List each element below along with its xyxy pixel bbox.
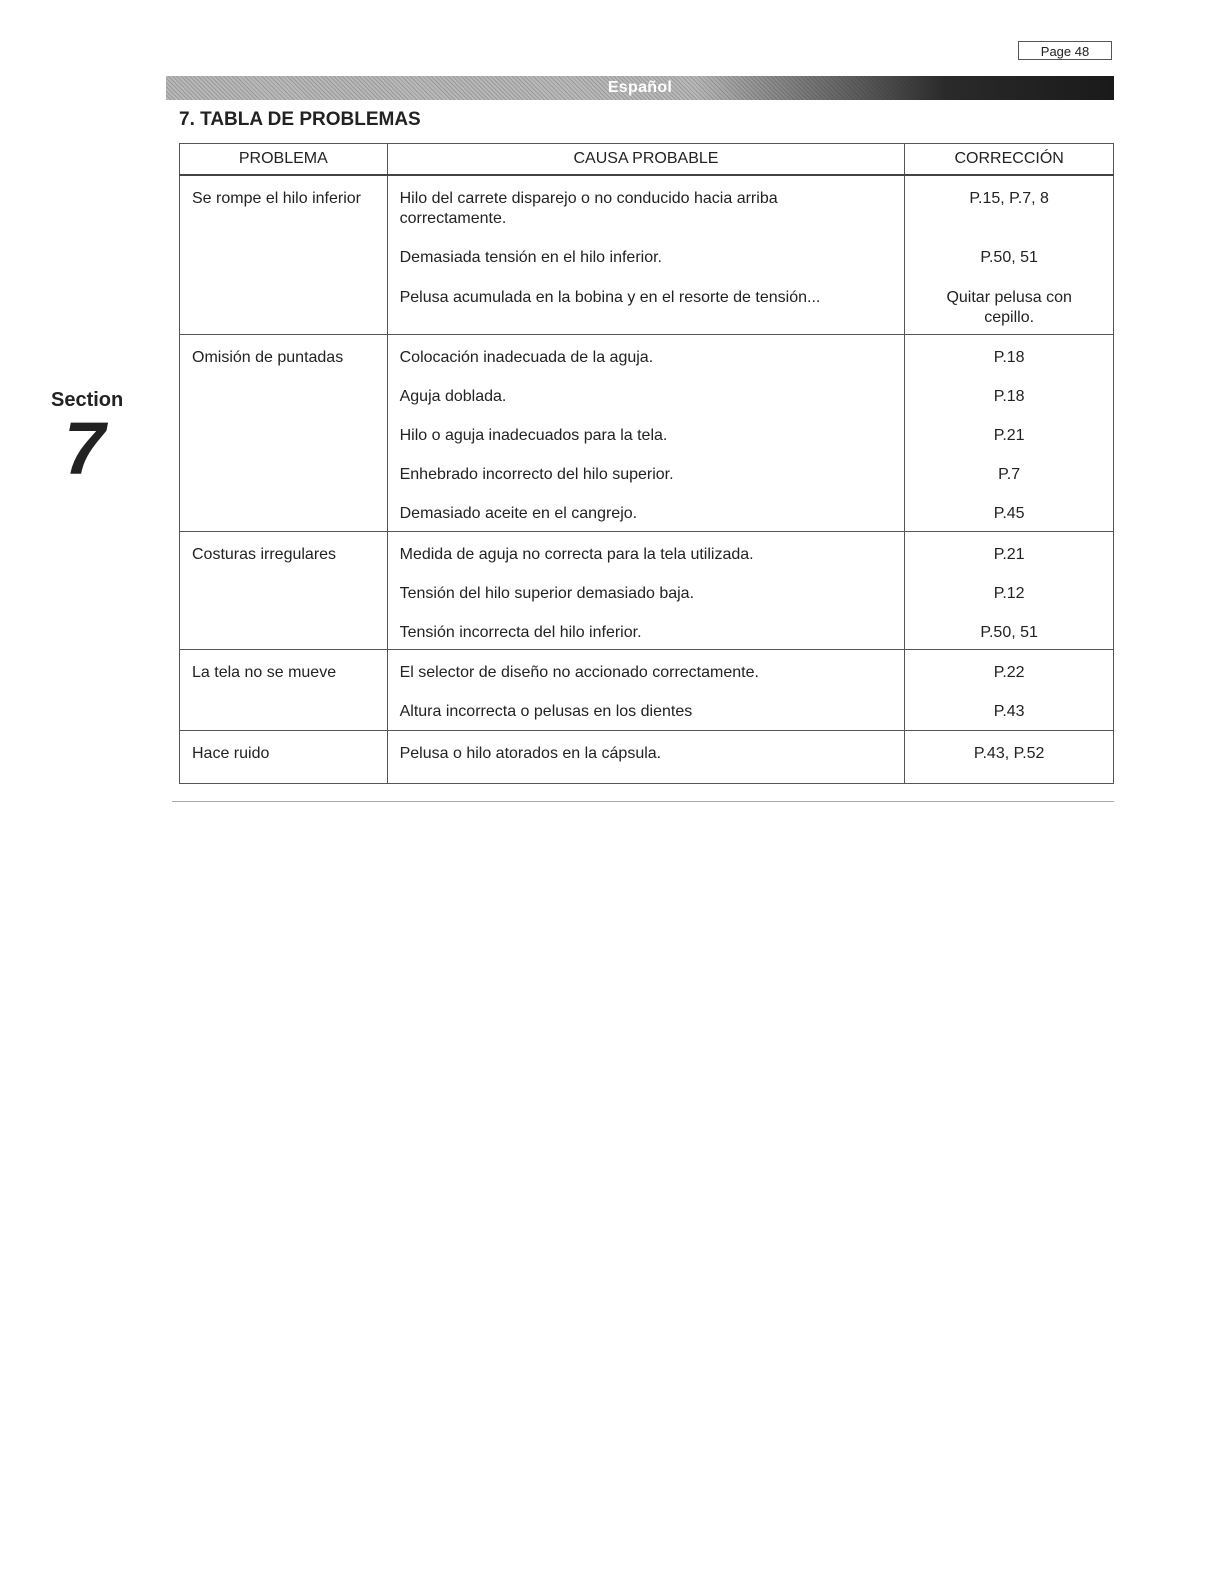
cause-cell (387, 610, 905, 650)
cause-text: Altura incorrecta o pelusas en los dientes (399, 703, 693, 720)
fix-cell (905, 571, 1114, 610)
cause-cell (387, 235, 905, 275)
problem-cell (180, 730, 388, 783)
cause-cell (387, 650, 905, 690)
fix-text: P.18 (993, 349, 1025, 366)
problem-label: Costuras irregulares (192, 545, 337, 563)
problem-group (180, 531, 1114, 650)
section-tab-number: 7 (64, 407, 106, 490)
fix-text: P.21 (993, 427, 1025, 444)
problem-label: Omisión de puntadas (192, 349, 344, 366)
header-problem: PROBLEMA (180, 144, 388, 176)
cause-cell (387, 335, 905, 375)
cause-cell (387, 531, 905, 571)
cause-cell (387, 730, 905, 783)
fix-text: Quitar pelusa con (946, 289, 1072, 306)
cause-text: Hilo o aguja inadecuados para la tela. (399, 427, 668, 444)
cause-text: El selector de diseño no accionado correctamente. (399, 664, 759, 681)
fix-text: P.43, P.52 (973, 744, 1045, 762)
cause-text: Aguja doblada. (399, 388, 507, 405)
cause-text: Demasiado aceite en el cangrejo. (399, 505, 638, 522)
fix-text: P.15, P.7, 8 (969, 190, 1049, 207)
cause-text: correctamente. (399, 210, 507, 227)
fix-cell (905, 491, 1114, 531)
language-label: Español (607, 79, 673, 96)
fix-cell (905, 730, 1114, 783)
table-row (180, 531, 1114, 571)
problem-label: La tela no se mueve (192, 664, 337, 681)
table-row (180, 650, 1114, 690)
problem-label: Se rompe el hilo inferior (192, 190, 361, 207)
fix-cell (905, 235, 1114, 275)
page-title: 7. TABLA DE PROBLEMAS (179, 109, 421, 130)
fix-cell (905, 275, 1114, 335)
fix-cell (905, 335, 1114, 375)
cause-text: Demasiada tensión en el hilo inferior. (399, 249, 662, 266)
table-row (180, 175, 1114, 235)
problem-cell (180, 650, 388, 731)
fix-text: P.50, 51 (980, 623, 1038, 641)
cause-cell (387, 491, 905, 531)
fix-text: P.7 (998, 466, 1021, 483)
fix-cell (905, 650, 1114, 690)
fix-cell (905, 531, 1114, 571)
fix-text: P.21 (993, 545, 1025, 563)
language-banner (166, 76, 1114, 100)
table-header-row (180, 144, 1114, 176)
cause-text: Colocación inadecuada de la aguja. (399, 349, 654, 366)
fix-text: P.45 (993, 505, 1025, 522)
fix-cell (905, 374, 1114, 413)
problem-cell (180, 335, 388, 532)
cause-cell (387, 571, 905, 610)
cause-cell (387, 689, 905, 730)
fix-text: P.18 (993, 388, 1025, 405)
cause-cell (387, 374, 905, 413)
cause-cell (387, 452, 905, 491)
cause-cell (387, 275, 905, 335)
cause-cell (387, 413, 905, 452)
problem-group (180, 335, 1114, 532)
problem-group (180, 730, 1114, 783)
fix-cell (905, 413, 1114, 452)
problem-group (180, 650, 1114, 731)
cause-text: Pelusa acumulada en la bobina y en el resorte de tensión... (399, 289, 821, 306)
problem-group (180, 175, 1114, 335)
fix-cell (905, 689, 1114, 730)
troubleshooting-table (179, 143, 1114, 784)
fix-cell (905, 175, 1114, 235)
cause-cell (387, 175, 905, 235)
section-tab-label: Section (51, 389, 124, 411)
fix-text: P.50, 51 (980, 249, 1038, 266)
bottom-divider (172, 801, 1114, 802)
cause-text: Hilo del carrete disparejo o no conducido hacia arriba (399, 190, 778, 207)
table-row (180, 335, 1114, 375)
page-number-label: Page 48 (1018, 41, 1112, 60)
fix-cell (905, 452, 1114, 491)
cause-text: Tensión incorrecta del hilo inferior. (399, 623, 642, 641)
table-row (180, 730, 1114, 783)
fix-cell (905, 610, 1114, 650)
problem-cell (180, 531, 388, 650)
fix-text: P.43 (993, 703, 1025, 720)
header-cause: CAUSA PROBABLE (387, 144, 905, 176)
header-fix: CORRECCIÓN (905, 144, 1114, 176)
cause-text: Tensión del hilo superior demasiado baja. (399, 584, 695, 602)
fix-text: P.22 (993, 664, 1025, 681)
cause-text: Medida de aguja no correcta para la tela utilizada. (399, 545, 754, 563)
fix-text: P.12 (993, 584, 1025, 602)
fix-text: cepillo. (984, 309, 1035, 326)
cause-text: Enhebrado incorrecto del hilo superior. (399, 466, 674, 483)
problem-cell (180, 175, 388, 335)
problem-label: Hace ruido (192, 744, 270, 762)
cause-text: Pelusa o hilo atorados en la cápsula. (399, 744, 662, 762)
